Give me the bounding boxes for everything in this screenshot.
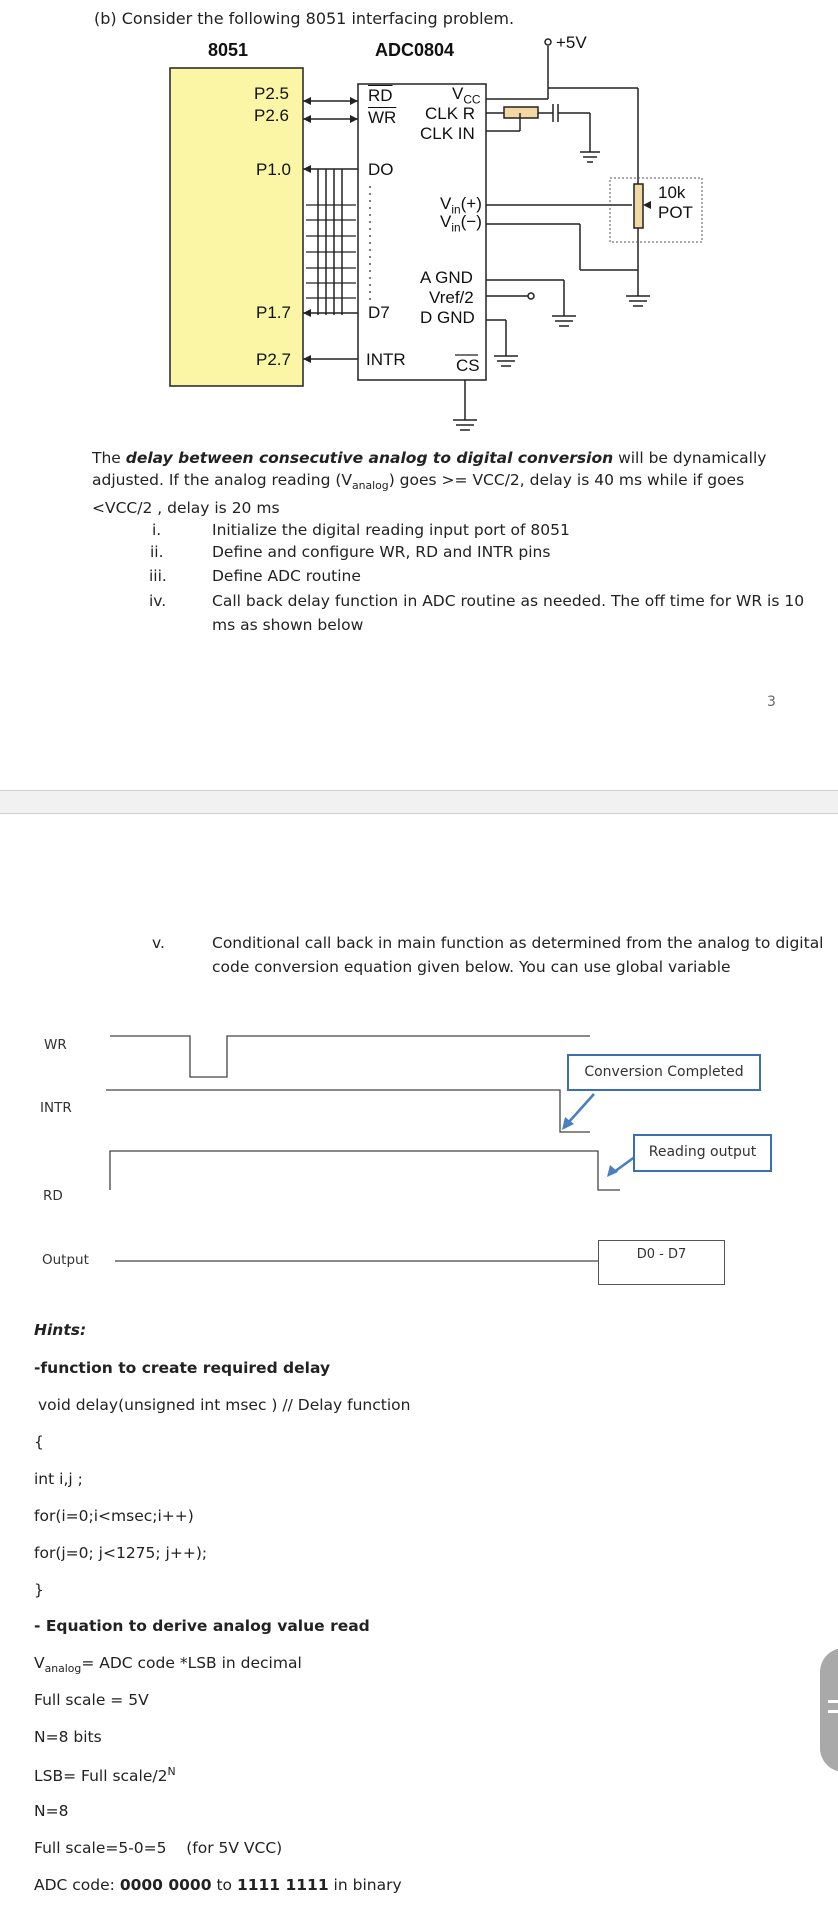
supply-label: +5V	[556, 33, 587, 52]
adc-pin-vin-minus: $V_{in}(-)$	[440, 212, 482, 235]
hint-delay-title: -function to create required delay	[34, 1359, 331, 1377]
hint-brace-close: }	[34, 1581, 44, 1599]
hint-lsb: LSB= Full scale/$2^N$	[34, 1765, 176, 1786]
wr-waveform	[110, 1036, 590, 1077]
pot-label: POT	[658, 203, 693, 222]
task-v-line1: Conditional call back in main function as determined from the analog to digital	[212, 934, 824, 952]
circuit-diagram	[0, 0, 838, 450]
pin-p1-7: P1.7	[256, 303, 291, 322]
adc-pin-dgnd: D GND	[420, 308, 475, 327]
pot-value: 10k	[658, 183, 686, 202]
task-num: iii.	[149, 567, 167, 585]
task-text: ms as shown below	[212, 616, 364, 634]
hint-full-scale: Full scale = 5V	[34, 1691, 149, 1709]
handle-grip-icon	[828, 1710, 838, 1713]
task-num: i.	[152, 521, 162, 539]
pin-p2-5: P2.5	[254, 84, 289, 103]
adc-pin-d0: DO	[368, 160, 394, 179]
task-v-line2: code conversion equation given below. You can use global variable	[212, 958, 731, 976]
callout-reading-output: Reading output	[633, 1134, 772, 1172]
adc-pin-vin-plus: $V_{in}(+)$	[440, 194, 482, 217]
hint-n8: N=8	[34, 1802, 69, 1820]
handle-grip-icon	[828, 1700, 838, 1703]
hint-full-scale-2: Full scale=5-0=5 (for 5V VCC)	[34, 1839, 283, 1857]
delay-description: The delay between consecutive analog to digital conversion will be dynamically adjusted. If the analog reading $(V_{analog})$ goes >= VCC/2, delay is 40 ms while if goes <VCC/2 , delay is 20 ms	[92, 449, 767, 518]
question-heading: (b) Consider the following 8051 interfacing problem.	[94, 9, 515, 28]
pin-p2-7: P2.7	[256, 350, 291, 369]
pin-p1-0: P1.0	[256, 160, 291, 179]
signal-label-output: Output	[42, 1252, 89, 1268]
hint-declaration: int i,j ;	[34, 1470, 83, 1488]
page-number: 3	[767, 694, 776, 710]
adc-pin-clkr: CLK R	[425, 104, 476, 123]
adc-pin-vcc: $V_{CC}$	[452, 84, 481, 107]
adc-label: ADC0804	[375, 40, 455, 60]
task-text: Define ADC routine	[212, 567, 361, 585]
adc-pin-agnd: A GND	[420, 268, 473, 287]
task-num: v.	[152, 934, 165, 952]
side-scroll-handle[interactable]	[820, 1648, 838, 1772]
adc-pin-d7: D7	[368, 303, 390, 322]
task-text: Initialize the digital reading input port of 8051	[212, 521, 570, 539]
signal-label-intr: INTR	[40, 1100, 72, 1116]
intr-waveform	[106, 1090, 590, 1132]
hint-brace-open: {	[34, 1433, 44, 1451]
mcu-label: 8051	[208, 40, 249, 60]
hint-n-bits: N=8 bits	[34, 1728, 102, 1746]
hint-equation-title: - Equation to derive analog value read	[34, 1617, 370, 1635]
task-text: Call back delay function in ADC routine as needed. The off time for WR is 10	[212, 592, 805, 610]
hint-adc-code: ADC code: 0000 0000 to 1111 1111 in binary	[34, 1876, 402, 1894]
hint-for-inner: for(j=0; j<1275; j++);	[34, 1544, 208, 1562]
task-num: iv.	[149, 592, 167, 610]
adc-pin-vref: Vref/2	[429, 288, 474, 307]
hint-for-outer: for(i=0;i<msec;i++)	[34, 1507, 194, 1525]
callout-conversion-completed: Conversion Completed	[567, 1054, 761, 1091]
hints-title: Hints:	[34, 1321, 87, 1339]
signal-label-rd: RD	[43, 1188, 63, 1204]
pin-p2-6: P2.6	[254, 106, 289, 125]
adc-pin-clkin: CLK IN	[420, 124, 475, 143]
output-data-box: D0 - D7	[598, 1240, 725, 1285]
hint-delay-signature: void delay(unsigned int msec ) // Delay function	[38, 1396, 411, 1414]
task-text: Define and configure WR, RD and INTR pins	[212, 543, 551, 561]
hint-equation: $V_{analog}=$ ADC code *LSB in decimal	[34, 1654, 302, 1676]
page-divider	[0, 790, 838, 814]
adc-pin-cs: CS	[456, 356, 480, 375]
adc-pin-intr: INTR	[366, 350, 406, 369]
rd-waveform	[110, 1151, 620, 1190]
adc-pin-rd: $\overline{RD}$	[368, 86, 393, 105]
signal-label-wr: WR	[44, 1037, 67, 1053]
adc-pin-wr: $\overline{WR}$	[368, 108, 397, 127]
task-num: ii.	[150, 543, 164, 561]
